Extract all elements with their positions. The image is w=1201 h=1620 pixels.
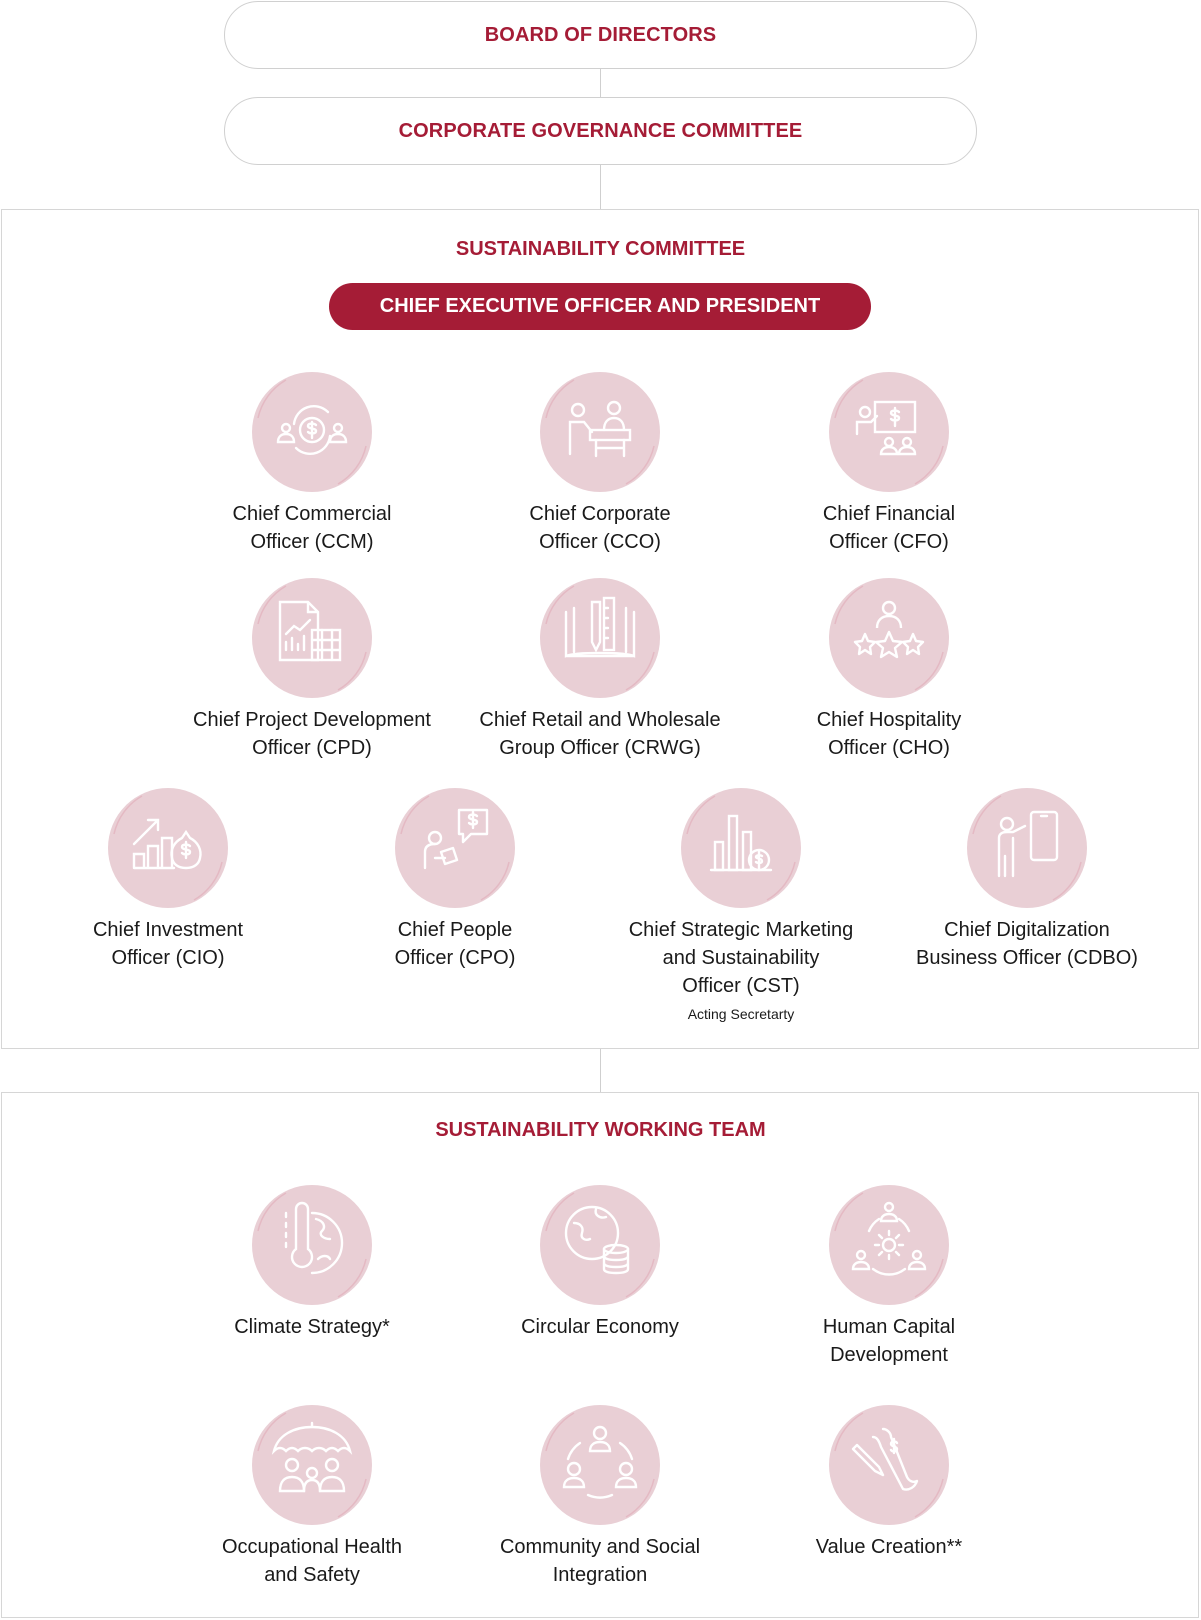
team-climate-strategy-label: Climate Strategy* bbox=[234, 1316, 390, 1338]
connector-line bbox=[600, 165, 601, 209]
officer-cho-label: Chief Hospitality Officer (CHO) bbox=[816, 709, 962, 759]
marketing-chart-icon bbox=[675, 782, 807, 914]
officer-cco bbox=[450, 366, 750, 556]
hospitality-stars-icon bbox=[823, 572, 955, 704]
officer-cio bbox=[18, 782, 318, 972]
finance-presentation-icon bbox=[823, 366, 955, 498]
team-community-social-label: Community and Social Integration bbox=[499, 1536, 701, 1586]
team-occupational-health-label: Occupational Health and Safety bbox=[221, 1536, 403, 1586]
pen-document-icon bbox=[823, 1399, 955, 1531]
team-community-social bbox=[450, 1399, 750, 1589]
officer-ccm-label: Chief Commercial Officer (CCM) bbox=[232, 503, 392, 553]
officer-cfo bbox=[739, 366, 1039, 556]
team-occupational-health bbox=[162, 1399, 462, 1589]
officer-cdbo bbox=[877, 782, 1177, 972]
community-circle-icon bbox=[534, 1399, 666, 1531]
team-value-creation-label: Value Creation** bbox=[815, 1536, 963, 1558]
thermometer-globe-icon bbox=[246, 1179, 378, 1311]
officer-cpo-label: Chief People Officer (CPO) bbox=[394, 919, 516, 969]
ceo-president-box bbox=[329, 283, 871, 330]
digital-presenter-icon bbox=[961, 782, 1093, 914]
ceo-president-label: CHIEF EXECUTIVE OFFICER AND PRESIDENT bbox=[379, 295, 821, 317]
connector-line bbox=[600, 1049, 601, 1092]
working-team-title: SUSTAINABILITY WORKING TEAM bbox=[435, 1119, 766, 1141]
team-climate-strategy bbox=[162, 1179, 462, 1341]
officer-ccm bbox=[162, 366, 462, 556]
team-human-capital-label: Human Capital Development bbox=[822, 1316, 956, 1366]
officer-cpo bbox=[305, 782, 605, 972]
board-of-directors-label: BOARD OF DIRECTORS bbox=[484, 23, 717, 46]
blueprint-tools-icon bbox=[534, 572, 666, 704]
meeting-desk-icon bbox=[534, 366, 666, 498]
officer-cst-note: Acting Secretarty bbox=[687, 1006, 795, 1022]
officer-cio-label: Chief Investment Officer (CIO) bbox=[92, 919, 244, 969]
officer-cfo-label: Chief Financial Officer (CFO) bbox=[822, 503, 956, 553]
officer-cpd-label: Chief Project Development Officer (CPD) bbox=[193, 709, 431, 759]
team-circular-economy bbox=[450, 1179, 750, 1341]
officer-cpd bbox=[162, 572, 462, 762]
connector-line bbox=[600, 69, 601, 97]
officer-cdbo-label: Chief Digitalization Business Officer (CDBO) bbox=[916, 919, 1138, 969]
umbrella-family-icon bbox=[246, 1399, 378, 1531]
corporate-governance-committee-label: CORPORATE GOVERNANCE COMMITTEE bbox=[398, 119, 803, 142]
investment-growth-icon bbox=[102, 782, 234, 914]
team-human-capital bbox=[739, 1179, 1039, 1369]
globe-coins-icon bbox=[534, 1179, 666, 1311]
project-report-icon bbox=[246, 572, 378, 704]
officer-cst-label: Chief Strategic Marketing and Sustainability Officer (CST) bbox=[628, 919, 854, 997]
people-chat-icon bbox=[389, 782, 521, 914]
people-gear-icon bbox=[823, 1179, 955, 1311]
officer-cst bbox=[591, 782, 891, 1024]
officer-crwg-label: Chief Retail and Wholesale Group Officer (CRWG) bbox=[479, 709, 721, 759]
sustainability-committee-title: SUSTAINABILITY COMMITTEE bbox=[455, 238, 746, 260]
corporate-governance-committee-box bbox=[224, 97, 977, 165]
team-circular-economy-label: Circular Economy bbox=[521, 1316, 679, 1338]
officer-cco-label: Chief Corporate Officer (CCO) bbox=[529, 503, 671, 553]
officer-cho bbox=[739, 572, 1039, 762]
money-exchange-icon bbox=[246, 366, 378, 498]
officer-crwg bbox=[450, 572, 750, 762]
team-value-creation bbox=[739, 1399, 1039, 1561]
board-of-directors-box bbox=[224, 1, 977, 69]
